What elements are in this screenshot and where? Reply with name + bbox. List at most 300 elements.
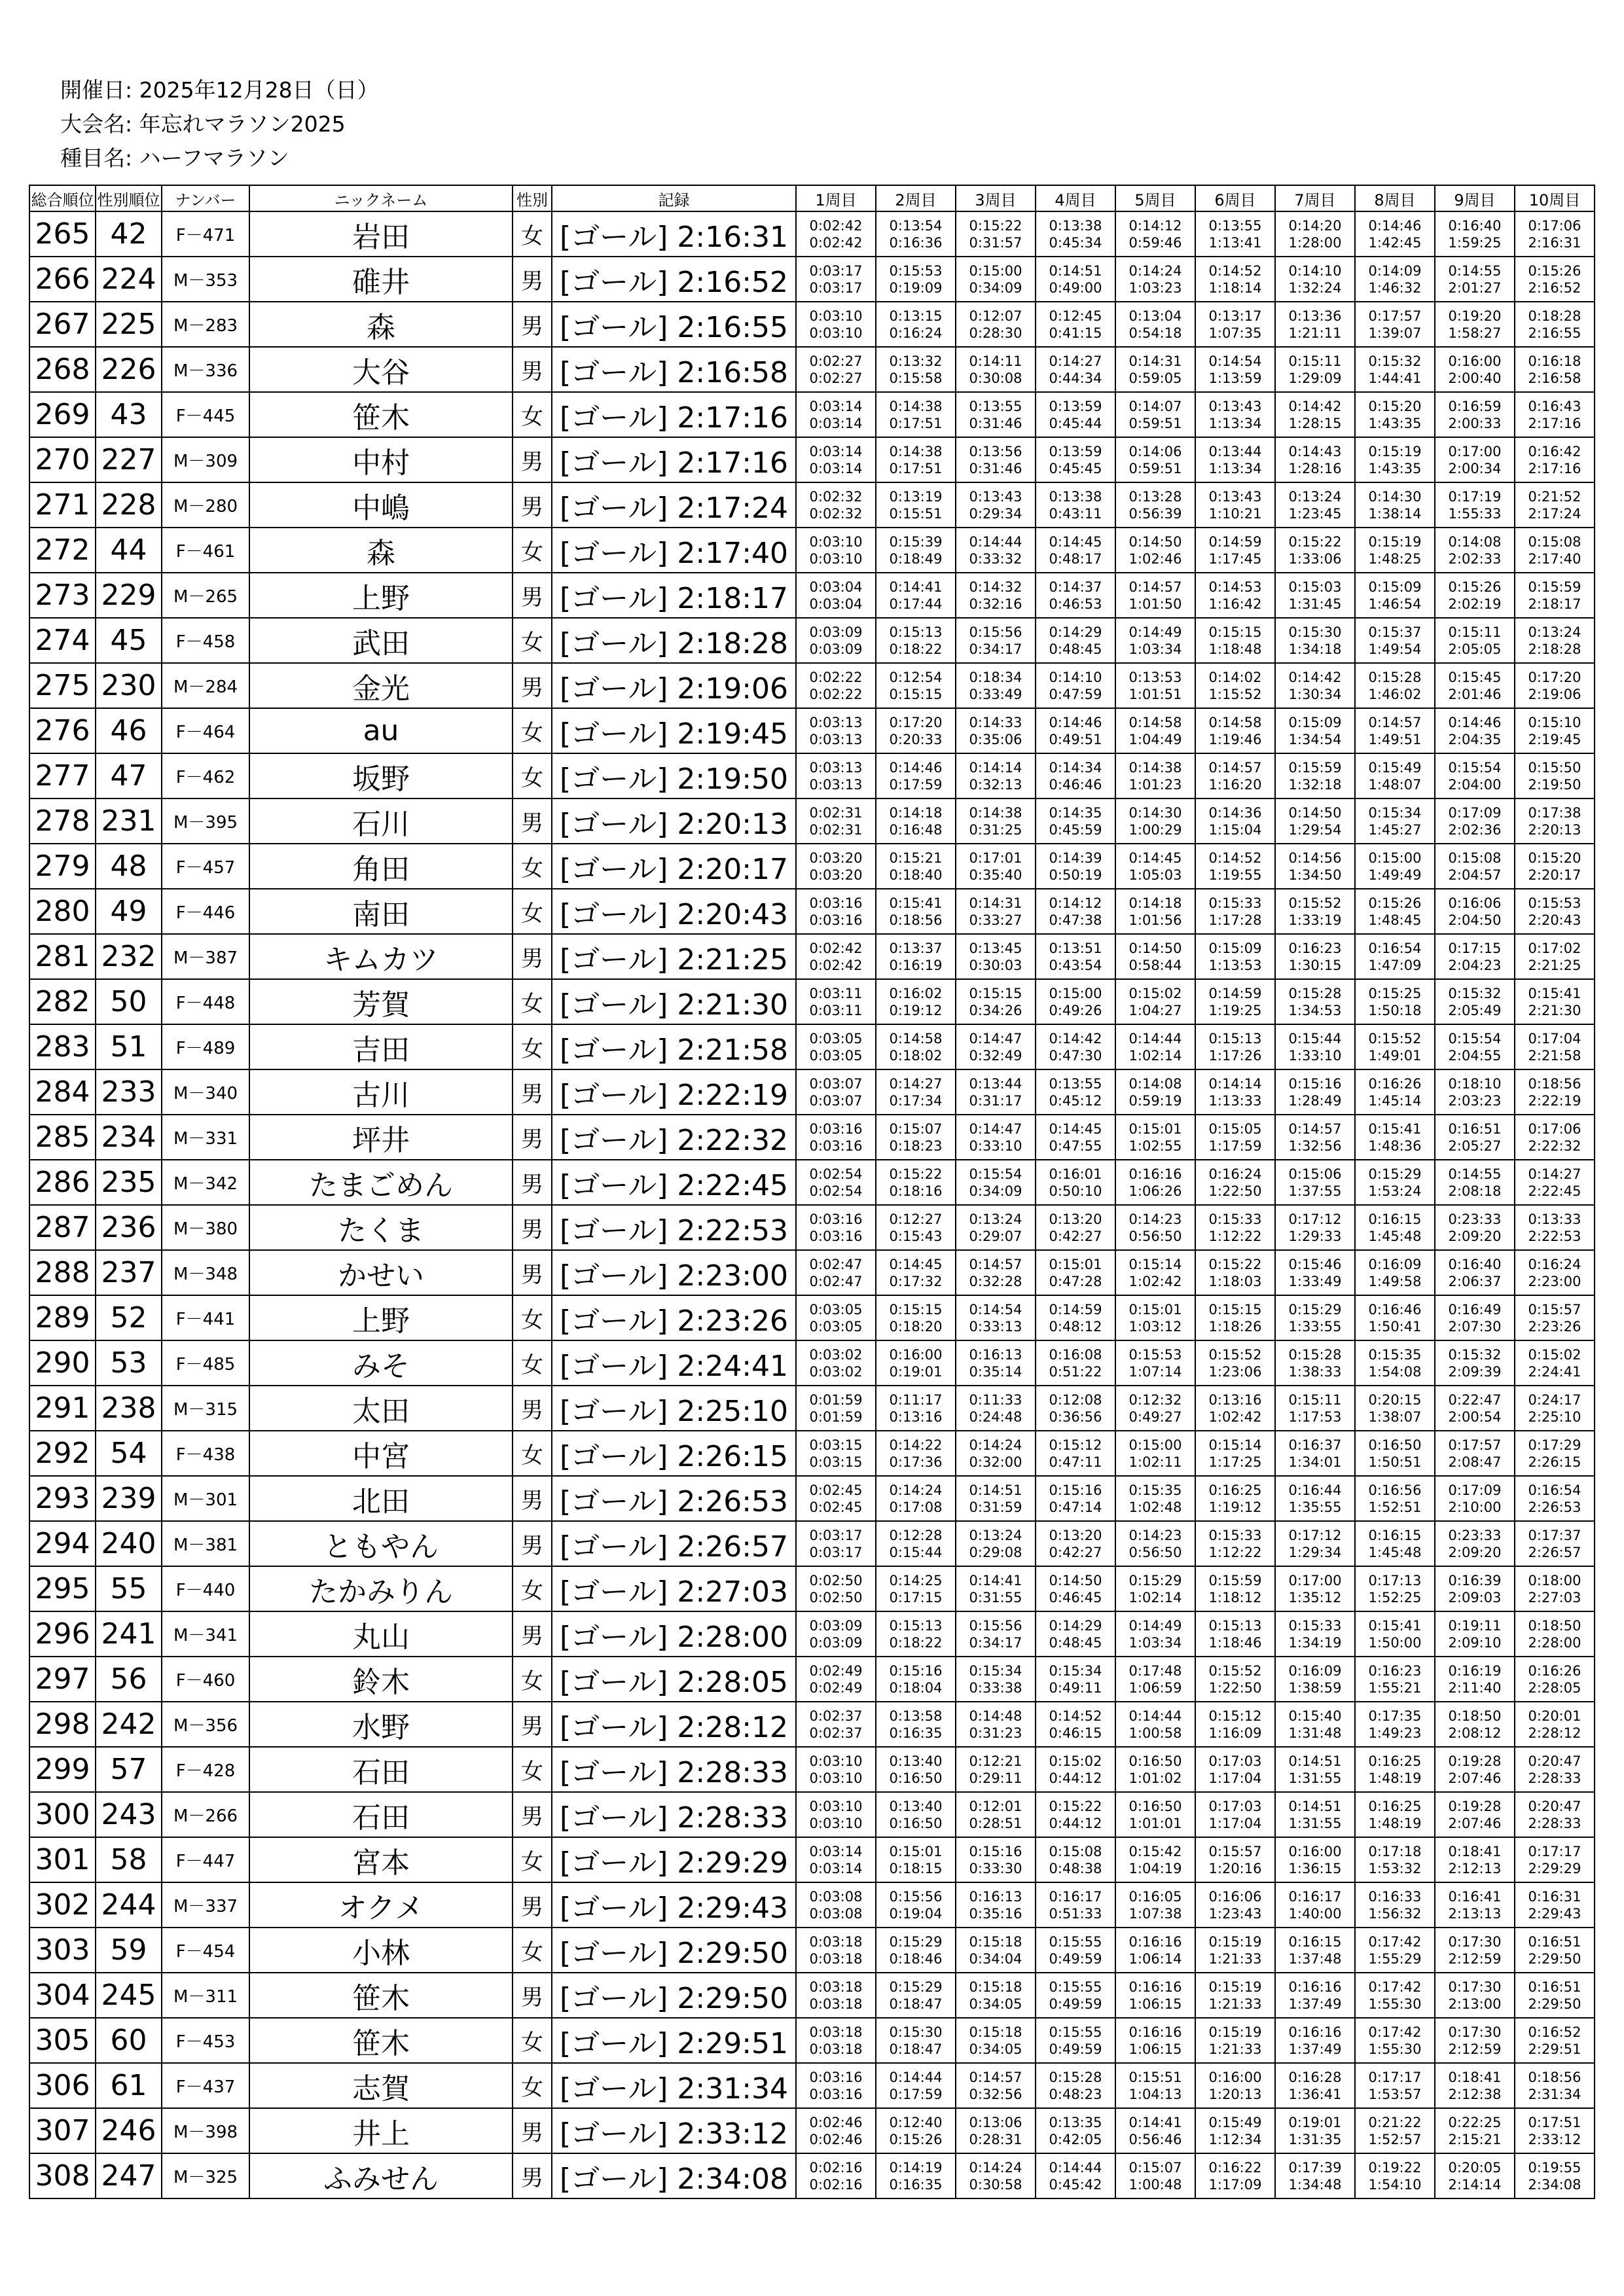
lap-split xyxy=(796,1024,876,1069)
cumulative-time: 1:13:34 xyxy=(1208,415,1262,431)
overall-rank: 265 xyxy=(29,211,96,257)
cumulative-time: 1:23:45 xyxy=(1288,505,1342,522)
lap-split xyxy=(796,1521,876,1566)
cumulative-time: 1:12:34 xyxy=(1208,2131,1262,2147)
lap-split xyxy=(1275,1882,1355,1928)
cumulative-time: 1:06:15 xyxy=(1128,2041,1182,2057)
table-row xyxy=(29,2153,1595,2198)
lap-split xyxy=(1275,2063,1355,2108)
cumulative-time: 1:38:07 xyxy=(1368,1408,1422,1425)
lap-time: 0:16:13 xyxy=(969,1346,1022,1363)
lap-time: 0:02:47 xyxy=(809,1256,863,1272)
lap-time: 0:16:37 xyxy=(1288,1437,1342,1453)
cumulative-time: 0:15:58 xyxy=(889,370,943,386)
cumulative-time: 2:12:13 xyxy=(1448,1860,1502,1876)
lap-time: 0:20:15 xyxy=(1368,1391,1422,1408)
lap-time: 0:16:25 xyxy=(1368,1798,1422,1814)
lap-split xyxy=(956,1476,1036,1521)
cumulative-time: 2:08:18 xyxy=(1448,1183,1502,1199)
lap-time: 0:14:47 xyxy=(969,1121,1022,1137)
lap-split xyxy=(1036,1340,1115,1386)
lap-time: 0:13:55 xyxy=(1208,217,1262,234)
lap-split xyxy=(1195,889,1275,934)
cumulative-time: 0:18:16 xyxy=(889,1183,943,1199)
gender-rank: 233 xyxy=(96,1069,162,1115)
lap-split xyxy=(796,211,876,257)
cumulative-time: 1:49:01 xyxy=(1368,1047,1422,1064)
cumulative-time: 0:47:59 xyxy=(1049,686,1102,702)
lap-split xyxy=(1275,1340,1355,1386)
gender-rank: 53 xyxy=(96,1340,162,1386)
cumulative-time: 0:03:14 xyxy=(809,460,863,476)
lap-split xyxy=(1515,211,1595,257)
cumulative-time: 0:28:30 xyxy=(969,325,1022,341)
lap-split xyxy=(1515,1973,1595,2018)
cumulative-time: 1:10:21 xyxy=(1208,505,1262,522)
lap-split xyxy=(1515,979,1595,1024)
cumulative-time: 0:45:45 xyxy=(1049,460,1102,476)
cumulative-time: 0:47:11 xyxy=(1049,1454,1102,1470)
cumulative-time: 0:51:33 xyxy=(1049,1905,1102,1922)
lap-time: 0:15:49 xyxy=(1208,2114,1262,2130)
lap-time: 0:15:11 xyxy=(1448,624,1502,640)
lap-split xyxy=(1435,573,1515,618)
lap-split xyxy=(1515,663,1595,708)
lap-time: 0:14:51 xyxy=(1288,1753,1342,1769)
lap-split xyxy=(1195,257,1275,302)
lap-split xyxy=(1355,437,1435,482)
gender-rank: 238 xyxy=(96,1386,162,1431)
lap-split xyxy=(796,1657,876,1702)
cumulative-time: 0:02:16 xyxy=(809,2176,863,2193)
lap-split xyxy=(1515,1521,1595,1566)
lap-time: 0:14:51 xyxy=(969,1482,1022,1498)
lap-split xyxy=(1195,528,1275,573)
lap-time: 0:14:07 xyxy=(1128,398,1182,414)
cumulative-time: 2:34:08 xyxy=(1528,2176,1581,2193)
lap-split xyxy=(1355,1476,1435,1521)
lap-split xyxy=(1515,1431,1595,1476)
cumulative-time: 0:18:15 xyxy=(889,1860,943,1876)
lap-split xyxy=(1036,979,1115,1024)
cumulative-time: 0:45:12 xyxy=(1049,1092,1102,1109)
lap-time: 0:02:37 xyxy=(809,1708,863,1724)
overall-rank: 300 xyxy=(29,1792,96,1837)
lap-time: 0:13:40 xyxy=(889,1753,943,1769)
table-row xyxy=(29,1657,1595,1702)
cumulative-time: 1:53:24 xyxy=(1368,1183,1422,1199)
lap-split xyxy=(876,798,956,844)
lap-split xyxy=(1515,1702,1595,1747)
record: [ゴール] 2:18:28 xyxy=(552,618,796,663)
cumulative-time: 1:34:48 xyxy=(1288,2176,1342,2193)
lap-split xyxy=(1435,1024,1515,1069)
cumulative-time: 1:01:56 xyxy=(1128,912,1182,928)
lap-split xyxy=(1355,211,1435,257)
lap-time: 0:14:38 xyxy=(889,398,943,414)
lap-split xyxy=(1355,1024,1435,1069)
lap-time: 0:15:12 xyxy=(1208,1708,1262,1724)
lap-time: 0:18:41 xyxy=(1448,1843,1502,1859)
lap-split xyxy=(1355,1747,1435,1792)
lap-split xyxy=(796,1476,876,1521)
cumulative-time: 0:03:16 xyxy=(809,2086,863,2102)
cumulative-time: 0:03:17 xyxy=(809,1544,863,1560)
gender: 女 xyxy=(513,1431,552,1476)
cumulative-time: 0:31:23 xyxy=(969,1725,1022,1741)
lap-split xyxy=(1115,1250,1195,1295)
cumulative-time: 2:20:43 xyxy=(1528,912,1581,928)
lap-split xyxy=(1515,1160,1595,1205)
lap-time: 0:18:41 xyxy=(1448,2069,1502,2085)
lap-time: 0:13:43 xyxy=(1208,398,1262,414)
lap-time: 0:03:10 xyxy=(809,533,863,550)
lap-time: 0:02:42 xyxy=(809,217,863,234)
overall-rank: 294 xyxy=(29,1521,96,1566)
overall-rank: 288 xyxy=(29,1250,96,1295)
nickname: 太田 xyxy=(249,1386,513,1431)
lap-time: 0:03:15 xyxy=(809,1437,863,1453)
lap-time: 0:14:02 xyxy=(1208,669,1262,685)
lap-time: 0:14:20 xyxy=(1288,217,1342,234)
column-header: 9周目 xyxy=(1435,185,1515,211)
cumulative-time: 0:03:10 xyxy=(809,1815,863,1831)
cumulative-time: 1:23:06 xyxy=(1208,1363,1262,1380)
cumulative-time: 0:47:38 xyxy=(1049,912,1102,928)
lap-time: 0:15:02 xyxy=(1128,985,1182,1001)
lap-split xyxy=(1355,1611,1435,1657)
gender: 男 xyxy=(513,934,552,979)
lap-time: 0:16:16 xyxy=(1128,2024,1182,2040)
cumulative-time: 0:32:28 xyxy=(969,1273,1022,1289)
lap-time: 0:15:54 xyxy=(969,1166,1022,1182)
lap-time: 0:16:00 xyxy=(889,1346,943,1363)
lap-split xyxy=(1275,663,1355,708)
lap-time: 0:14:30 xyxy=(1368,488,1422,505)
lap-time: 0:14:09 xyxy=(1368,262,1422,279)
lap-time: 0:14:54 xyxy=(969,1301,1022,1318)
lap-time: 0:14:37 xyxy=(1049,579,1102,595)
cumulative-time: 2:19:45 xyxy=(1528,731,1581,747)
lap-split xyxy=(956,1340,1036,1386)
lap-split xyxy=(1515,257,1595,302)
table-row xyxy=(29,844,1595,889)
lap-time: 0:17:30 xyxy=(1448,1933,1502,1950)
lap-time: 0:13:37 xyxy=(889,940,943,956)
bib-number: M－265 xyxy=(162,573,249,618)
cumulative-time: 0:48:38 xyxy=(1049,1860,1102,1876)
lap-time: 0:14:12 xyxy=(1049,895,1102,911)
event-name: 大会名: 年忘れマラソン2025 xyxy=(60,111,346,137)
lap-split xyxy=(956,1521,1036,1566)
cumulative-time: 1:17:59 xyxy=(1208,1138,1262,1154)
gender-rank: 226 xyxy=(96,347,162,392)
lap-time: 0:12:27 xyxy=(889,1211,943,1227)
cumulative-time: 2:12:59 xyxy=(1448,2041,1502,2057)
nickname: 丸山 xyxy=(249,1611,513,1657)
table-row xyxy=(29,618,1595,663)
lap-split xyxy=(1195,2018,1275,2063)
cumulative-time: 0:16:24 xyxy=(889,325,943,341)
lap-split xyxy=(1515,708,1595,753)
gender: 男 xyxy=(513,798,552,844)
cumulative-time: 2:02:19 xyxy=(1448,596,1502,612)
lap-split xyxy=(876,437,956,482)
lap-time: 0:15:03 xyxy=(1288,579,1342,595)
lap-time: 0:14:23 xyxy=(1128,1527,1182,1543)
lap-time: 0:15:11 xyxy=(1288,353,1342,369)
cumulative-time: 0:03:14 xyxy=(809,1860,863,1876)
cumulative-time: 0:15:44 xyxy=(889,1544,943,1560)
lap-time: 0:14:53 xyxy=(1208,579,1262,595)
gender-rank: 245 xyxy=(96,1973,162,2018)
cumulative-time: 0:31:55 xyxy=(969,1589,1022,1605)
lap-split xyxy=(1036,2063,1115,2108)
lap-split xyxy=(796,2108,876,2153)
cumulative-time: 1:07:14 xyxy=(1128,1363,1182,1380)
cumulative-time: 2:19:06 xyxy=(1528,686,1581,702)
gender-rank: 244 xyxy=(96,1882,162,1928)
lap-time: 0:15:32 xyxy=(1448,1346,1502,1363)
cumulative-time: 2:09:03 xyxy=(1448,1589,1502,1605)
lap-time: 0:16:54 xyxy=(1528,1482,1581,1498)
cumulative-time: 0:49:00 xyxy=(1049,279,1102,296)
lap-time: 0:17:17 xyxy=(1368,2069,1422,2085)
cumulative-time: 1:05:03 xyxy=(1128,867,1182,883)
lap-split xyxy=(1195,708,1275,753)
lap-split xyxy=(876,1837,956,1882)
lap-split xyxy=(1036,1069,1115,1115)
lap-time: 0:14:55 xyxy=(1448,1166,1502,1182)
cumulative-time: 0:16:35 xyxy=(889,1725,943,1741)
nickname: 中嶋 xyxy=(249,482,513,528)
cumulative-time: 1:55:30 xyxy=(1368,2041,1422,2057)
overall-rank: 287 xyxy=(29,1205,96,1250)
lap-split xyxy=(1435,979,1515,1024)
lap-time: 0:14:24 xyxy=(969,1437,1022,1453)
cumulative-time: 1:46:54 xyxy=(1368,596,1422,612)
lap-split xyxy=(956,1928,1036,1973)
cumulative-time: 0:48:17 xyxy=(1049,550,1102,567)
lap-split xyxy=(956,1702,1036,1747)
cumulative-time: 2:05:05 xyxy=(1448,641,1502,657)
lap-split xyxy=(1355,257,1435,302)
cumulative-time: 2:11:40 xyxy=(1448,1679,1502,1696)
lap-time: 0:19:55 xyxy=(1528,2159,1581,2176)
record: [ゴール] 2:26:15 xyxy=(552,1431,796,1476)
table-row xyxy=(29,1205,1595,1250)
cumulative-time: 2:25:10 xyxy=(1528,1408,1581,1425)
lap-split xyxy=(1355,1928,1435,1973)
lap-split xyxy=(1355,798,1435,844)
lap-split xyxy=(796,979,876,1024)
overall-rank: 266 xyxy=(29,257,96,302)
lap-split xyxy=(1115,618,1195,663)
cumulative-time: 1:00:58 xyxy=(1128,1725,1182,1741)
lap-time: 0:14:38 xyxy=(889,443,943,459)
cumulative-time: 2:17:40 xyxy=(1528,550,1581,567)
cumulative-time: 1:02:48 xyxy=(1128,1499,1182,1515)
lap-split xyxy=(1115,1882,1195,1928)
lap-time: 0:17:42 xyxy=(1368,1933,1422,1950)
lap-time: 0:19:28 xyxy=(1448,1798,1502,1814)
cumulative-time: 1:04:19 xyxy=(1128,1860,1182,1876)
gender-rank: 55 xyxy=(96,1566,162,1611)
cumulative-time: 2:27:03 xyxy=(1528,1589,1581,1605)
cumulative-time: 1:52:25 xyxy=(1368,1589,1422,1605)
bib-number: M－356 xyxy=(162,1702,249,1747)
cumulative-time: 0:47:28 xyxy=(1049,1273,1102,1289)
cumulative-time: 1:13:34 xyxy=(1208,460,1262,476)
lap-time: 0:16:51 xyxy=(1528,1979,1581,1995)
nickname: たかみりん xyxy=(249,1566,513,1611)
lap-split xyxy=(876,1024,956,1069)
table-row xyxy=(29,1521,1595,1566)
cumulative-time: 2:04:23 xyxy=(1448,957,1502,973)
cumulative-time: 0:31:17 xyxy=(969,1092,1022,1109)
lap-split xyxy=(1355,889,1435,934)
cumulative-time: 0:03:13 xyxy=(809,776,863,793)
lap-time: 0:17:48 xyxy=(1128,1662,1182,1679)
cumulative-time: 0:03:18 xyxy=(809,1996,863,2012)
lap-split xyxy=(1275,844,1355,889)
cumulative-time: 1:19:12 xyxy=(1208,1499,1262,1515)
lap-split xyxy=(1275,1431,1355,1476)
record: [ゴール] 2:24:41 xyxy=(552,1340,796,1386)
table-row xyxy=(29,437,1595,482)
cumulative-time: 0:03:07 xyxy=(809,1092,863,1109)
lap-split xyxy=(1515,1250,1595,1295)
cumulative-time: 1:29:33 xyxy=(1288,1228,1342,1244)
lap-split xyxy=(956,1882,1036,1928)
cumulative-time: 1:06:14 xyxy=(1128,1950,1182,1967)
lap-time: 0:03:04 xyxy=(809,579,863,595)
lap-time: 0:16:50 xyxy=(1128,1798,1182,1814)
lap-split xyxy=(1435,1747,1515,1792)
lap-time: 0:12:01 xyxy=(969,1798,1022,1814)
lap-time: 0:14:27 xyxy=(1049,353,1102,369)
lap-split xyxy=(1435,663,1515,708)
lap-time: 0:14:51 xyxy=(1288,1798,1342,1814)
overall-rank: 306 xyxy=(29,2063,96,2108)
gender: 女 xyxy=(513,1340,552,1386)
lap-split xyxy=(1275,257,1355,302)
lap-time: 0:15:30 xyxy=(889,2024,943,2040)
cumulative-time: 2:26:15 xyxy=(1528,1454,1581,1470)
table-row xyxy=(29,798,1595,844)
cumulative-time: 2:17:16 xyxy=(1528,415,1581,431)
lap-time: 0:16:17 xyxy=(1288,1888,1342,1905)
cumulative-time: 2:28:12 xyxy=(1528,1725,1581,1741)
cumulative-time: 1:33:55 xyxy=(1288,1318,1342,1335)
lap-time: 0:14:55 xyxy=(1448,262,1502,279)
gender: 男 xyxy=(513,437,552,482)
record: [ゴール] 2:28:33 xyxy=(552,1747,796,1792)
bib-number: M－266 xyxy=(162,1792,249,1837)
cumulative-time: 1:49:23 xyxy=(1368,1725,1422,1741)
cumulative-time: 0:17:08 xyxy=(889,1499,943,1515)
lap-split xyxy=(1036,1205,1115,1250)
cumulative-time: 2:18:28 xyxy=(1528,641,1581,657)
cumulative-time: 1:39:07 xyxy=(1368,325,1422,341)
cumulative-time: 1:37:48 xyxy=(1288,1950,1342,1967)
lap-split xyxy=(876,1340,956,1386)
gender: 男 xyxy=(513,1882,552,1928)
lap-time: 0:18:28 xyxy=(1528,308,1581,324)
lap-split xyxy=(1515,798,1595,844)
lap-split xyxy=(1515,482,1595,528)
lap-time: 0:16:41 xyxy=(1448,1888,1502,1905)
table-row xyxy=(29,2018,1595,2063)
cumulative-time: 1:18:46 xyxy=(1208,1634,1262,1651)
cumulative-time: 2:04:50 xyxy=(1448,912,1502,928)
cumulative-time: 0:59:05 xyxy=(1128,370,1182,386)
record: [ゴール] 2:19:50 xyxy=(552,753,796,798)
cumulative-time: 2:07:30 xyxy=(1448,1318,1502,1335)
lap-split xyxy=(1275,934,1355,979)
overall-rank: 272 xyxy=(29,528,96,573)
cumulative-time: 0:17:15 xyxy=(889,1589,943,1605)
lap-split xyxy=(1195,1160,1275,1205)
lap-split xyxy=(1435,392,1515,437)
cumulative-time: 1:04:13 xyxy=(1128,2086,1182,2102)
cumulative-time: 0:34:17 xyxy=(969,641,1022,657)
lap-time: 0:14:18 xyxy=(889,804,943,821)
overall-rank: 278 xyxy=(29,798,96,844)
overall-rank: 307 xyxy=(29,2108,96,2153)
lap-time: 0:16:19 xyxy=(1448,1662,1502,1679)
cumulative-time: 1:03:34 xyxy=(1128,1634,1182,1651)
gender: 女 xyxy=(513,1747,552,1792)
lap-time: 0:13:33 xyxy=(1528,1211,1581,1227)
lap-time: 0:14:44 xyxy=(1128,1708,1182,1724)
lap-split xyxy=(1435,1792,1515,1837)
cumulative-time: 1:28:00 xyxy=(1288,234,1342,251)
table-row xyxy=(29,211,1595,257)
cumulative-time: 0:18:49 xyxy=(889,550,943,567)
lap-split xyxy=(1435,1431,1515,1476)
gender-rank: 58 xyxy=(96,1837,162,1882)
lap-split xyxy=(1195,1250,1275,1295)
lap-split xyxy=(1515,2018,1595,2063)
lap-split xyxy=(1435,889,1515,934)
bib-number: F－445 xyxy=(162,392,249,437)
lap-time: 0:13:17 xyxy=(1208,308,1262,324)
cumulative-time: 1:36:41 xyxy=(1288,2086,1342,2102)
overall-rank: 271 xyxy=(29,482,96,528)
lap-split xyxy=(876,1702,956,1747)
lap-split xyxy=(1195,1657,1275,1702)
lap-split xyxy=(1275,347,1355,392)
cumulative-time: 0:02:42 xyxy=(809,957,863,973)
lap-time: 0:16:15 xyxy=(1368,1211,1422,1227)
lap-split xyxy=(796,1611,876,1657)
lap-time: 0:14:41 xyxy=(969,1572,1022,1588)
cumulative-time: 1:00:48 xyxy=(1128,2176,1182,2193)
lap-time: 0:13:45 xyxy=(969,940,1022,956)
lap-time: 0:14:27 xyxy=(1528,1166,1581,1182)
cumulative-time: 1:04:49 xyxy=(1128,731,1182,747)
cumulative-time: 2:28:33 xyxy=(1528,1815,1581,1831)
cumulative-time: 2:19:50 xyxy=(1528,776,1581,793)
gender-rank: 61 xyxy=(96,2063,162,2108)
lap-split xyxy=(1275,482,1355,528)
lap-time: 0:14:10 xyxy=(1049,669,1102,685)
lap-split xyxy=(956,708,1036,753)
lap-time: 0:13:20 xyxy=(1049,1527,1102,1543)
lap-split xyxy=(1355,347,1435,392)
lap-time: 0:17:20 xyxy=(889,714,943,730)
